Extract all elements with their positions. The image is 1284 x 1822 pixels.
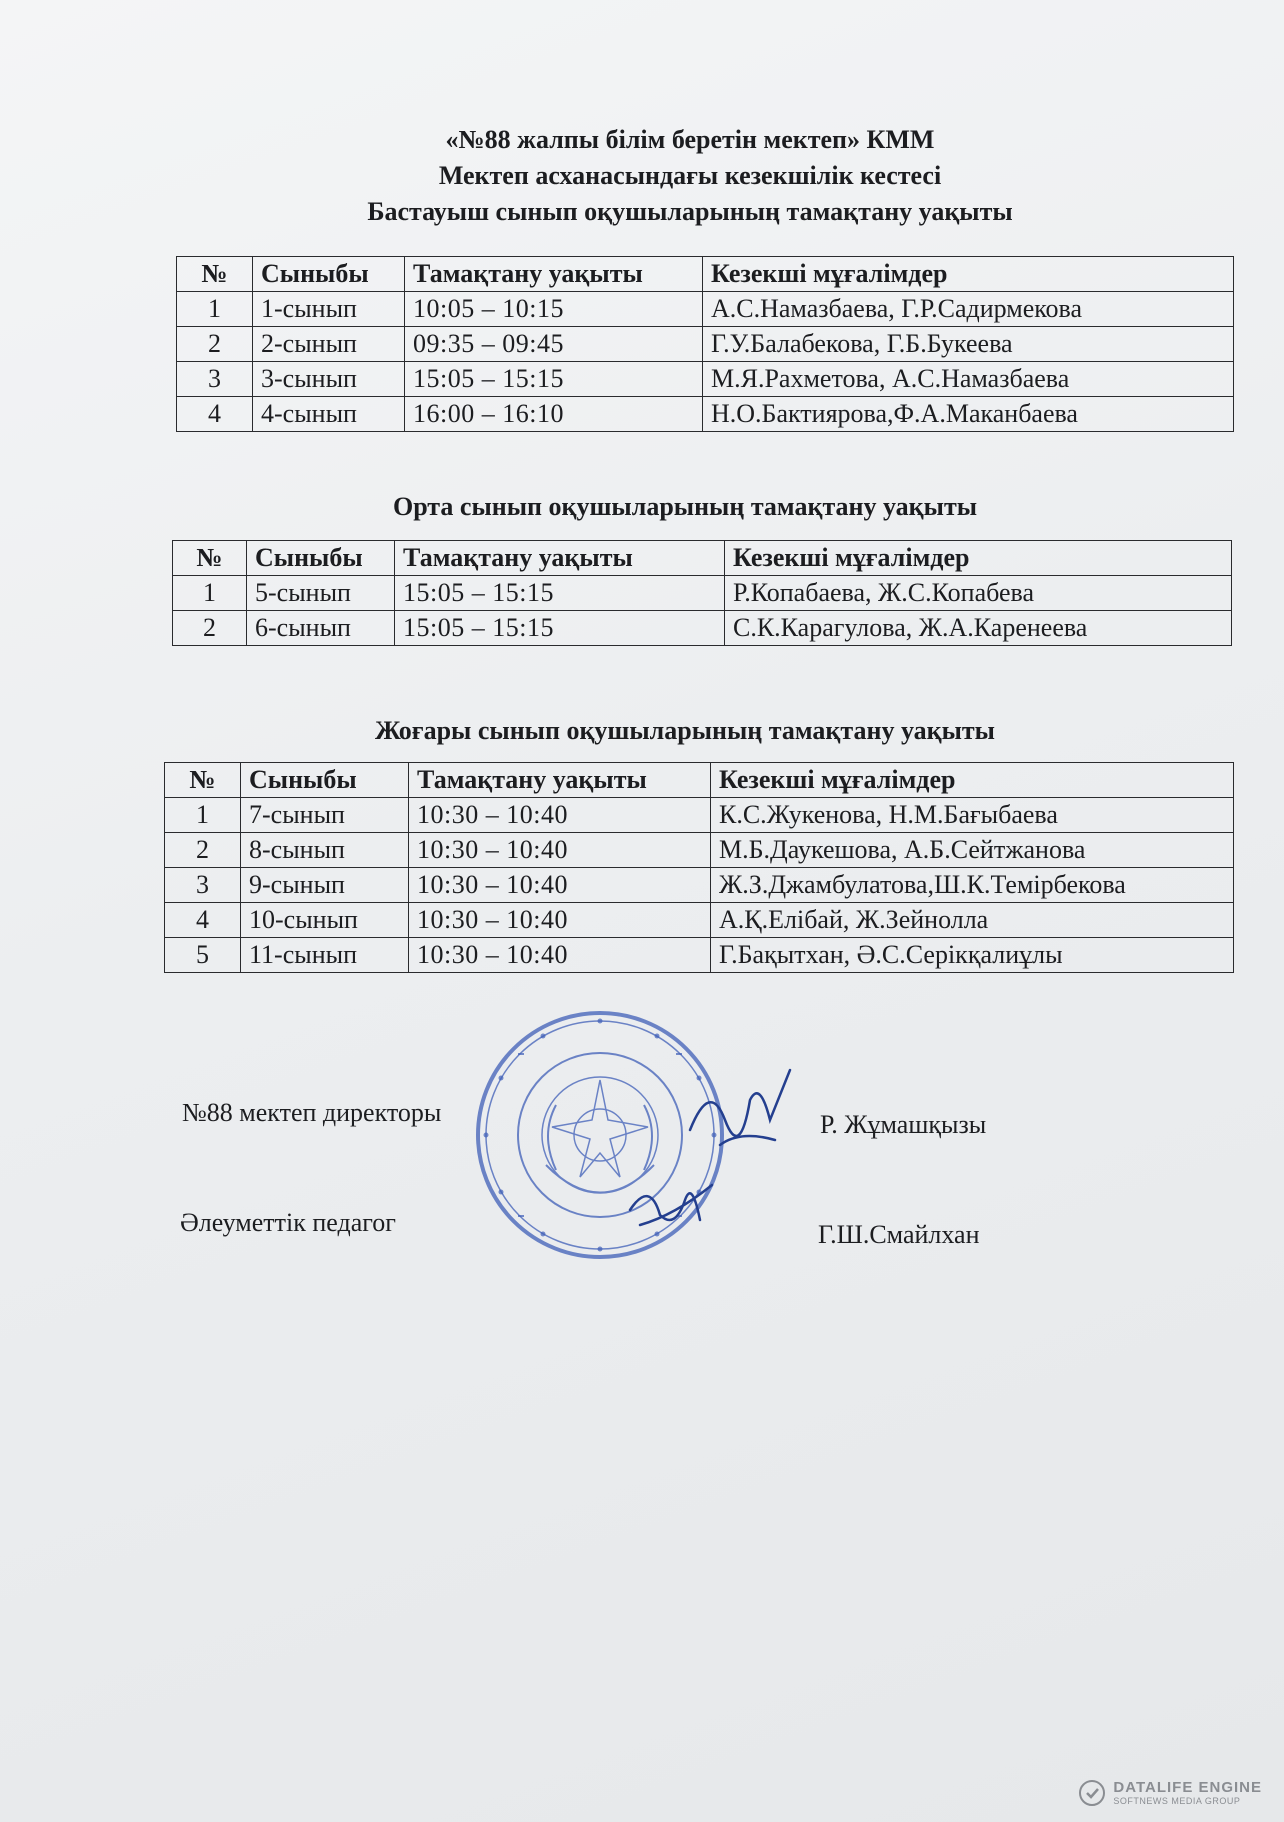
row-teachers: Г.Бақытхан, Ә.С.Серікқалиұлы [711,938,1234,973]
row-num: 1 [177,292,253,327]
watermark [1079,1779,1262,1806]
row-teachers: А.С.Намазбаева, Г.Р.Садирмекова [703,292,1234,327]
row-class: 11-сынып [241,938,409,973]
row-num: 2 [173,611,247,646]
col-teachers: Кезекші мұғалімдер [725,541,1232,576]
row-num: 1 [173,576,247,611]
row-time: 10:30 – 10:40 [409,938,711,973]
col-time: Тамақтану уақыты [409,763,711,798]
row-teachers: М.Я.Рахметова, А.С.Намазбаева [703,362,1234,397]
col-class: Сыныбы [247,541,395,576]
table-header-row [165,763,1234,798]
watermark-sub: SOFTNEWS MEDIA GROUP [1113,1796,1241,1806]
row-class: 8-сынып [241,833,409,868]
row-time: 10:30 – 10:40 [409,903,711,938]
col-time: Тамақтану уақыты [395,541,725,576]
table-row [165,903,1234,938]
director-signature-icon [680,1060,800,1160]
middle-table [172,540,1232,646]
pedagog-label: Әлеуметтік педагог [180,1208,396,1237]
row-num: 3 [165,868,241,903]
row-num: 2 [177,327,253,362]
table-header-row [173,541,1232,576]
row-time: 10:30 – 10:40 [409,868,711,903]
table-row [177,397,1234,432]
primary-table [176,256,1234,432]
row-time: 10:30 – 10:40 [409,833,711,868]
row-teachers: С.К.Карагулова, Ж.А.Каренеева [725,611,1232,646]
director-name: Р. Жұмашқызы [820,1110,987,1139]
row-time: 10:30 – 10:40 [409,798,711,833]
table-row [165,833,1234,868]
row-class: 6-сынып [247,611,395,646]
row-class: 7-сынып [241,798,409,833]
row-teachers: К.С.Жукенова, Н.М.Бағыбаева [711,798,1234,833]
row-time: 15:05 – 15:15 [395,576,725,611]
row-time: 15:05 – 15:15 [395,611,725,646]
senior-table [164,762,1234,973]
col-class: Сыныбы [241,763,409,798]
row-class: 3-сынып [253,362,405,397]
row-num: 3 [177,362,253,397]
document-header [300,122,1080,230]
header-schedule-line: Мектеп асханасындағы кезекшілік кестесі [438,161,942,190]
row-time: 10:05 – 10:15 [405,292,703,327]
col-teachers: Кезекші мұғалімдер [711,763,1234,798]
row-class: 4-сынып [253,397,405,432]
row-teachers: Г.У.Балабекова, Г.Б.Букеева [703,327,1234,362]
row-time: 09:35 – 09:45 [405,327,703,362]
table-row [177,327,1234,362]
row-teachers: Р.Копабаева, Ж.С.Копабева [725,576,1232,611]
middle-section-title: Орта сынып оқушыларының тамақтану уақыты [392,492,978,521]
row-num: 1 [165,798,241,833]
col-num: № [165,763,241,798]
row-num: 2 [165,833,241,868]
col-num: № [173,541,247,576]
table-row [165,868,1234,903]
row-num: 4 [165,903,241,938]
row-teachers: Ж.З.Джамбулатова,Ш.К.Темірбекова [711,868,1234,903]
header-primary-title: Бастауыш сынып оқушыларының тамақтану уақыты [367,197,1013,226]
director-label: №88 мектеп директоры [182,1098,442,1127]
table-row [165,938,1234,973]
row-class: 2-сынып [253,327,405,362]
row-class: 9-сынып [241,868,409,903]
table-row [173,611,1232,646]
row-teachers: А.Қ.Елібай, Ж.Зейнолла [711,903,1234,938]
row-teachers: М.Б.Даукешова, А.Б.Сейтжанова [711,833,1234,868]
pedagog-name: Г.Ш.Смайлхан [818,1220,980,1249]
col-class: Сыныбы [253,257,405,292]
col-time: Тамақтану уақыты [405,257,703,292]
row-time: 16:00 – 16:10 [405,397,703,432]
row-class: 1-сынып [253,292,405,327]
watermark-main: DATALIFE ENGINE [1113,1779,1262,1796]
col-teachers: Кезекші мұғалімдер [703,257,1234,292]
pedagog-signature-icon [620,1170,720,1240]
senior-section-title: Жоғары сынып оқушыларының тамақтану уақыты [375,716,995,745]
header-org-line: «№88 жалпы білім беретін мектеп» КММ [445,125,935,154]
table-row [177,292,1234,327]
row-num: 4 [177,397,253,432]
table-row [173,576,1232,611]
row-teachers: Н.О.Бактиярова,Ф.А.Маканбаева [703,397,1234,432]
row-num: 5 [165,938,241,973]
table-row [177,362,1234,397]
table-header-row [177,257,1234,292]
table-row [165,798,1234,833]
datalife-logo-icon [1079,1780,1105,1806]
row-class: 5-сынып [247,576,395,611]
row-class: 10-сынып [241,903,409,938]
row-time: 15:05 – 15:15 [405,362,703,397]
col-num: № [177,257,253,292]
